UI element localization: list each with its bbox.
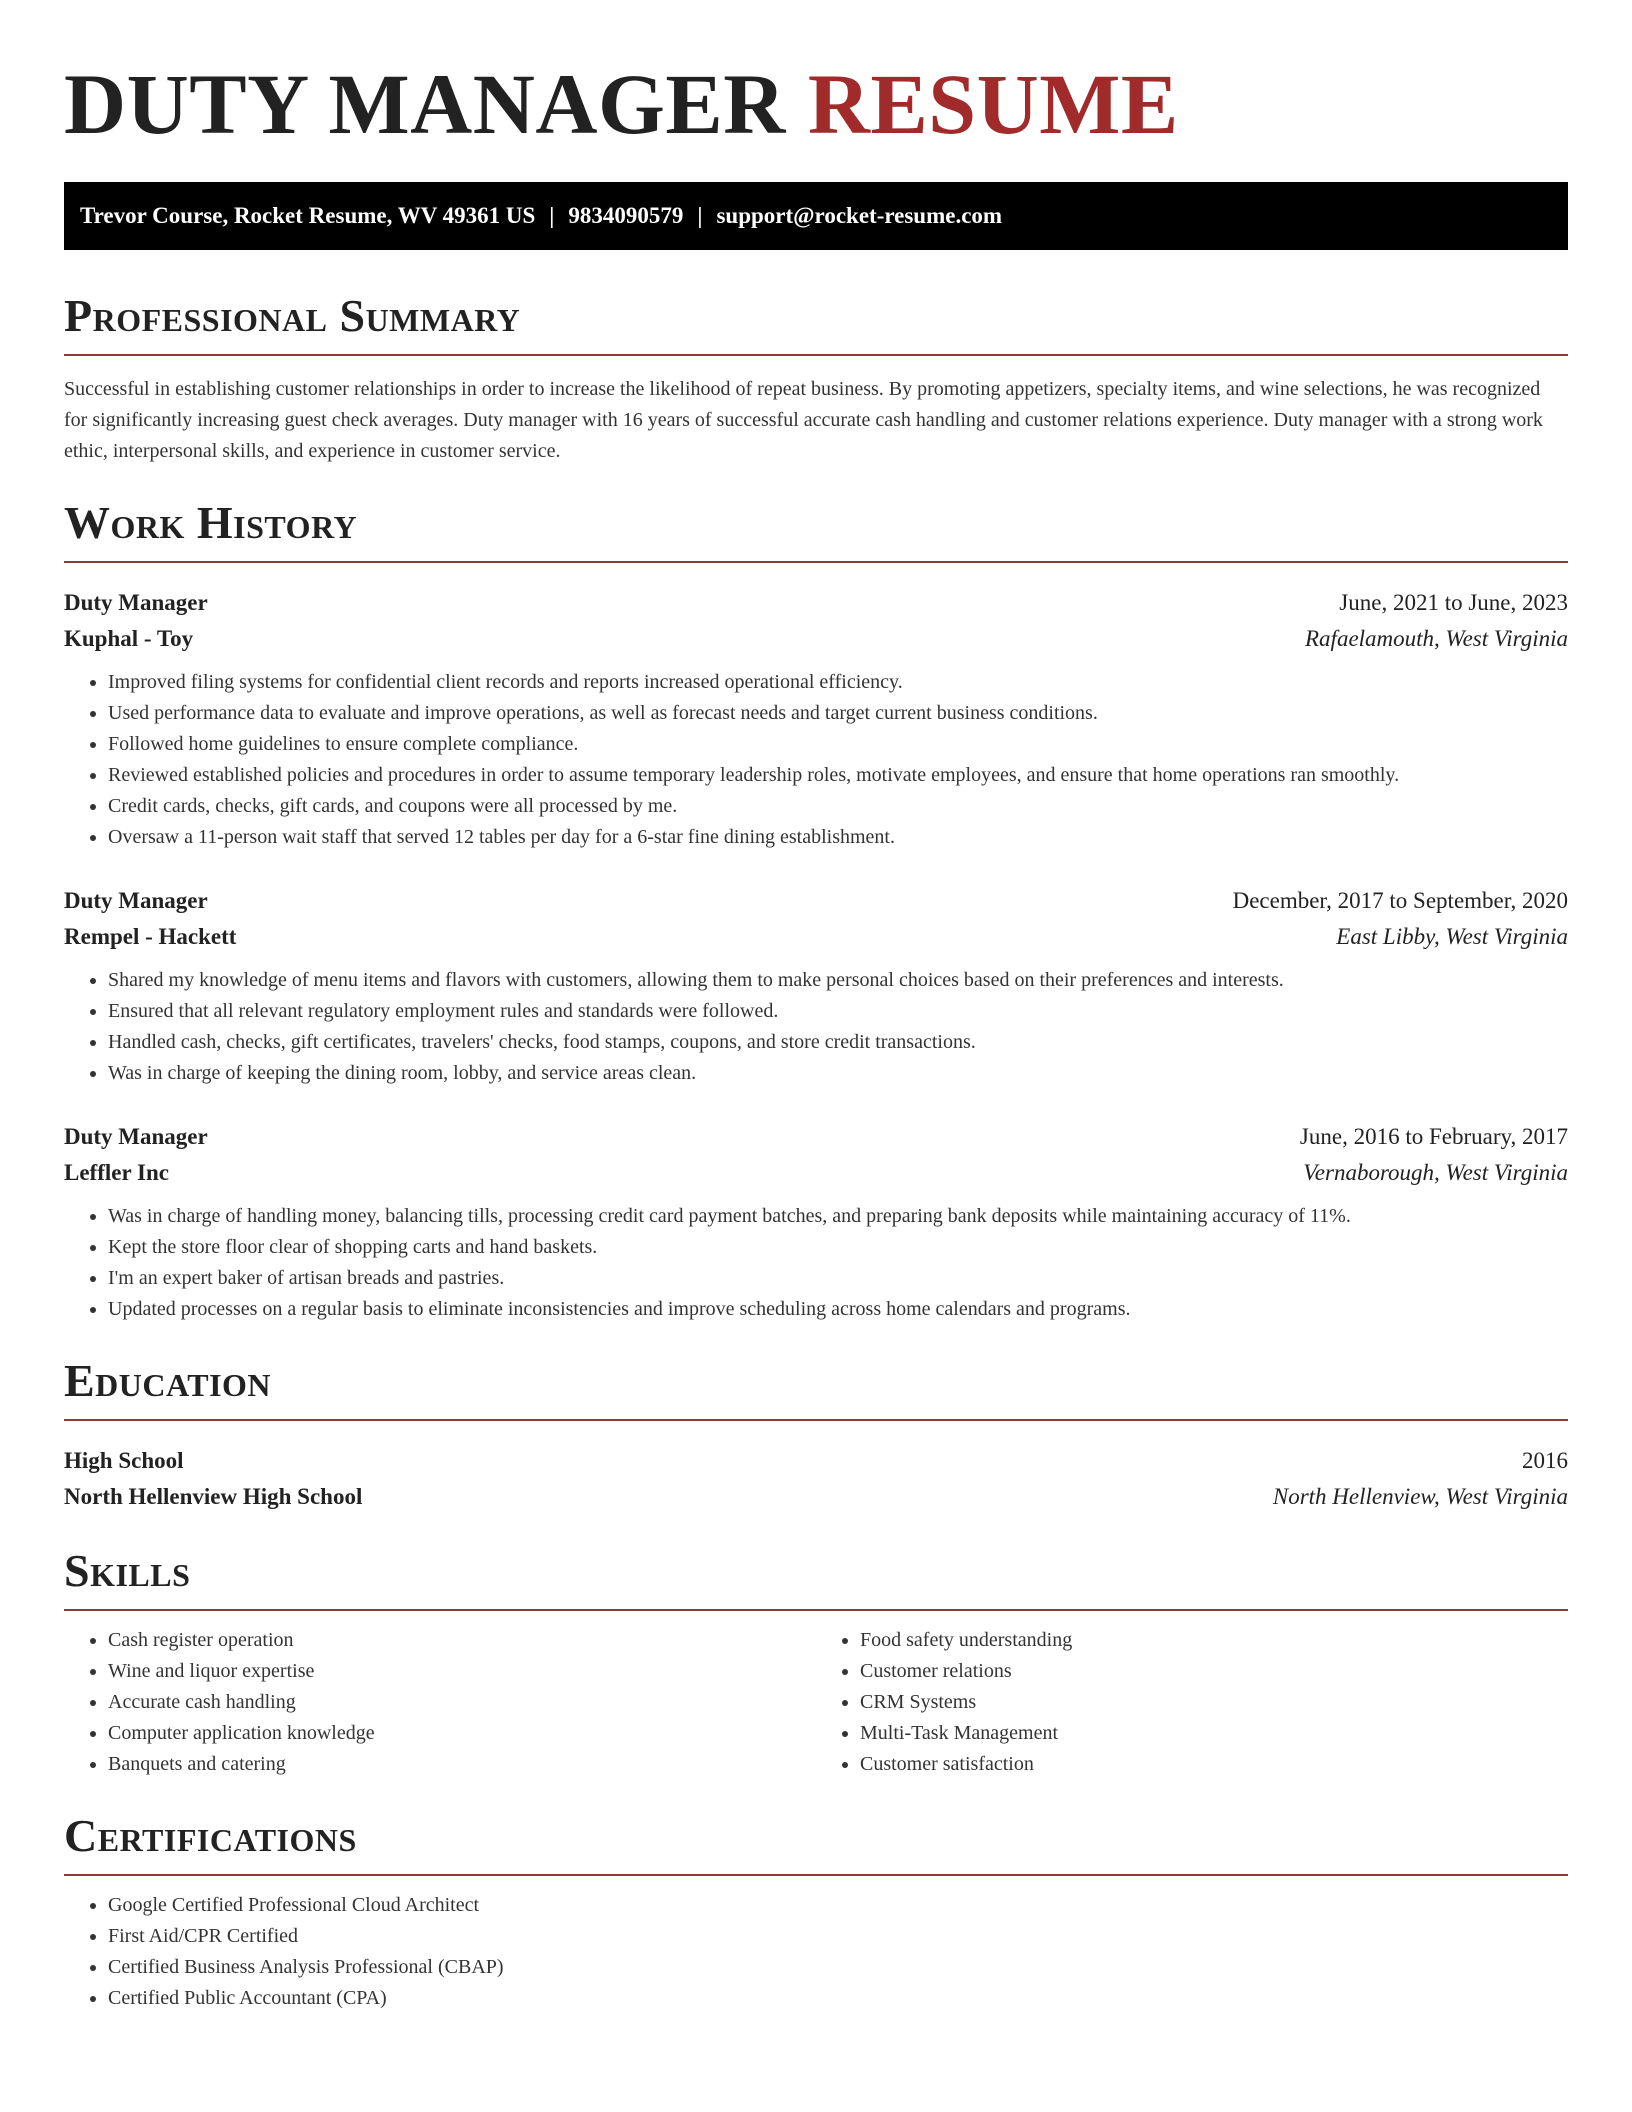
job-dates: June, 2016 to February, 2017	[1299, 1124, 1568, 1149]
job-dates: June, 2021 to June, 2023	[1339, 590, 1568, 615]
list-item: • Customer relations	[860, 1656, 1568, 1687]
list-item: • Multi-Task Management	[860, 1718, 1568, 1749]
contact-bar	[64, 182, 1568, 250]
contact-separator: |	[697, 203, 703, 228]
list-item: • Handled cash, checks, gift certificates, travelers' checks, food stamps, coupons, and store credit transactions.	[108, 1027, 1568, 1058]
summary-text: Successful in establishing customer relationships in order to increase the likelihood of repeat business. By promoting appetizers, specialty items, and wine selections, he was recognized for significantly increasing guest check averages. Duty manager with 16 years of successful accurate cash handling and customer relations experience. Duty manager with a strong work ethic, interpersonal skills, and experience in customer service.	[64, 378, 1543, 462]
job-entry	[64, 883, 1568, 1089]
list-item: • Google Certified Professional Cloud Architect	[108, 1890, 1568, 1921]
skills-list-right	[816, 1625, 1568, 1780]
job-header-row	[64, 585, 1568, 621]
list-item: • Certified Business Analysis Professional (CBAP)	[108, 1952, 1568, 1983]
job-company-row	[64, 1155, 1568, 1191]
contact-phone: 9834090579	[568, 203, 684, 228]
job-location: Vernaborough, West Virginia	[1303, 1160, 1568, 1185]
job-company: Leffler Inc	[64, 1160, 169, 1185]
list-item: • Computer application knowledge	[108, 1718, 816, 1749]
work-history-section	[64, 497, 1568, 1325]
section-heading: Certifications	[64, 1810, 1568, 1876]
skills-columns	[64, 1625, 1568, 1780]
list-item: • First Aid/CPR Certified	[108, 1921, 1568, 1952]
list-item: • CRM Systems	[860, 1687, 1568, 1718]
list-item: • Was in charge of keeping the dining room, lobby, and service areas clean.	[108, 1058, 1568, 1089]
list-item: • Shared my knowledge of menu items and flavors with customers, allowing them to make personal choices based on their preferences and interests.	[108, 965, 1568, 996]
education-entry	[64, 1443, 1568, 1515]
job-location: East Libby, West Virginia	[1336, 924, 1568, 949]
list-item: • Cash register operation	[108, 1625, 816, 1656]
education-school-row	[64, 1479, 1568, 1515]
job-company-row	[64, 919, 1568, 955]
list-item: • Customer satisfaction	[860, 1749, 1568, 1780]
list-item: • Followed home guidelines to ensure complete compliance.	[108, 729, 1568, 760]
job-entry	[64, 585, 1568, 853]
skills-section	[64, 1545, 1568, 1780]
job-bullets	[64, 1201, 1568, 1325]
job-company: Rempel - Hackett	[64, 924, 237, 949]
list-item: • Reviewed established policies and procedures in order to assume temporary leadership roles, motivate employees, and ensure that home operations ran smoothly.	[108, 760, 1568, 791]
list-item: • Updated processes on a regular basis to eliminate inconsistencies and improve scheduling across home calendars and programs.	[108, 1294, 1568, 1325]
education-section	[64, 1355, 1568, 1515]
list-item: • Kept the store floor clear of shopping carts and hand baskets.	[108, 1232, 1568, 1263]
title-main: DUTY MANAGER	[64, 56, 786, 152]
list-item: • Credit cards, checks, gift cards, and coupons were all processed by me.	[108, 791, 1568, 822]
list-item: • Food safety understanding	[860, 1625, 1568, 1656]
job-header-row	[64, 883, 1568, 919]
education-header-row	[64, 1443, 1568, 1479]
list-item: • Oversaw a 11-person wait staff that served 12 tables per day for a 6-star fine dining establishment.	[108, 822, 1568, 853]
job-company: Kuphal - Toy	[64, 626, 194, 651]
certifications-list	[64, 1890, 1568, 2014]
education-year: 2016	[1522, 1448, 1568, 1473]
list-item: • I'm an expert baker of artisan breads and pastries.	[108, 1263, 1568, 1294]
list-item: • Was in charge of handling money, balancing tills, processing credit card payment batches, and preparing bank deposits while maintaining accuracy of 11%.	[108, 1201, 1568, 1232]
contact-address: Trevor Course, Rocket Resume, WV 49361 US	[80, 203, 536, 228]
job-entry	[64, 1119, 1568, 1325]
education-degree: High School	[64, 1448, 184, 1473]
job-bullets	[64, 667, 1568, 853]
list-item: • Certified Public Accountant (CPA)	[108, 1983, 1568, 2014]
education-school: North Hellenview High School	[64, 1484, 363, 1509]
job-company-row	[64, 621, 1568, 657]
list-item: • Accurate cash handling	[108, 1687, 816, 1718]
list-item: • Wine and liquor expertise	[108, 1656, 816, 1687]
resume-title	[64, 48, 1568, 160]
section-heading: Work History	[64, 497, 1568, 563]
skills-list-left	[64, 1625, 816, 1780]
summary-section	[64, 290, 1568, 467]
section-heading: Professional Summary	[64, 290, 1568, 356]
contact-email: support@rocket-resume.com	[716, 203, 1003, 228]
job-location: Rafaelamouth, West Virginia	[1305, 626, 1568, 651]
job-dates: December, 2017 to September, 2020	[1232, 888, 1568, 913]
title-accent: RESUME	[807, 56, 1179, 152]
contact-separator: |	[549, 203, 555, 228]
job-header-row	[64, 1119, 1568, 1155]
section-heading: Education	[64, 1355, 1568, 1421]
certifications-section	[64, 1810, 1568, 2014]
list-item: • Ensured that all relevant regulatory employment rules and standards were followed.	[108, 996, 1568, 1027]
job-bullets	[64, 965, 1568, 1089]
job-title: Duty Manager	[64, 1124, 208, 1149]
job-title: Duty Manager	[64, 590, 208, 615]
section-heading: Skills	[64, 1545, 1568, 1611]
job-title: Duty Manager	[64, 888, 208, 913]
education-location: North Hellenview, West Virginia	[1272, 1484, 1568, 1509]
list-item: • Used performance data to evaluate and improve operations, as well as forecast needs and target current business conditions.	[108, 698, 1568, 729]
list-item: • Improved filing systems for confidential client records and reports increased operational efficiency.	[108, 667, 1568, 698]
list-item: • Banquets and catering	[108, 1749, 816, 1780]
